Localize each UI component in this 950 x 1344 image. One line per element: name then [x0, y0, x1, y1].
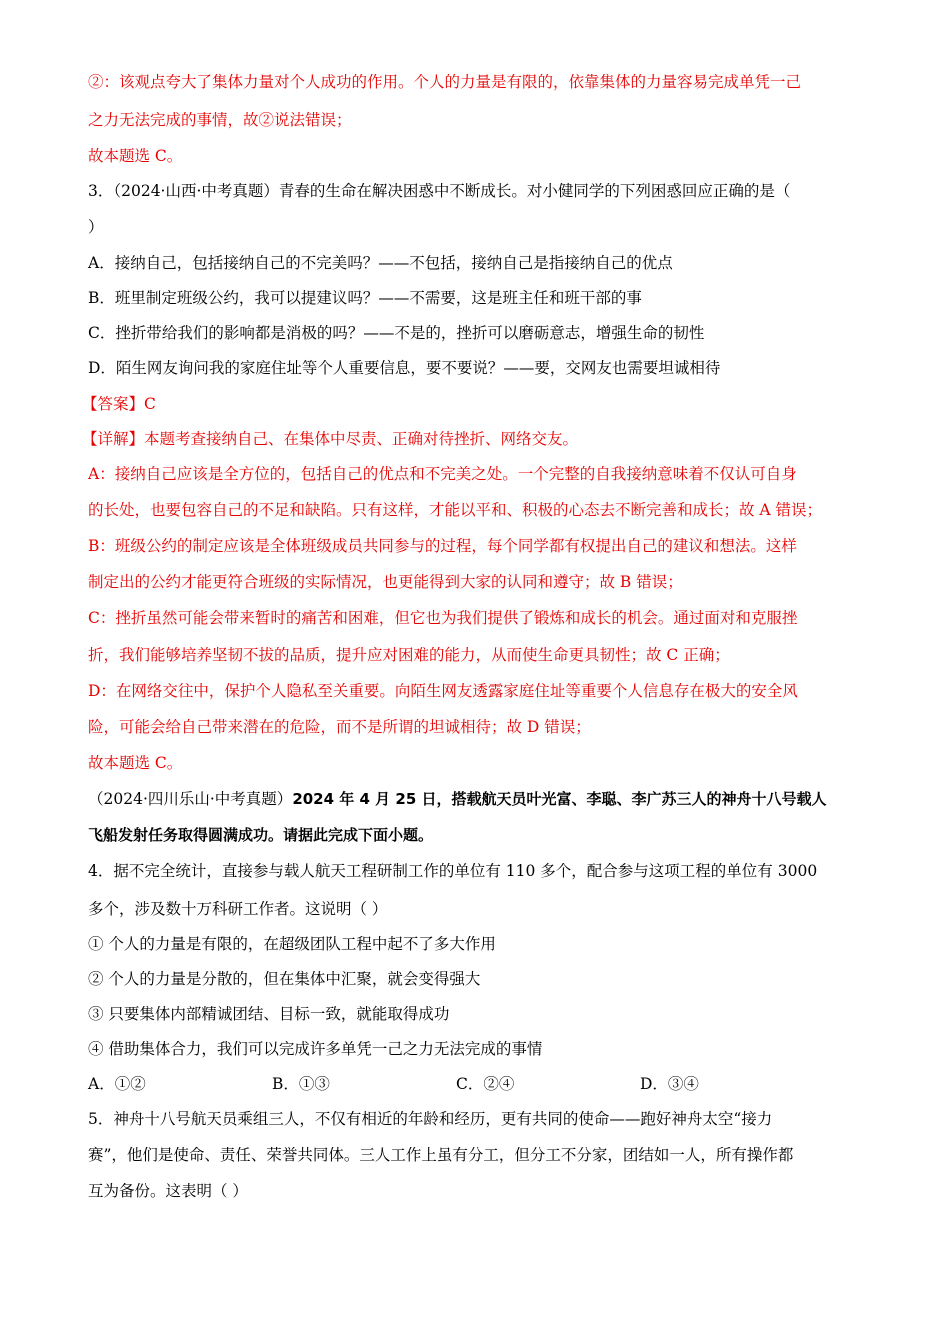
q3-option-d: D．陌生网友询问我的家庭住址等个人重要信息，要不要说？——要，交网友也需要坦诚相待: [88, 359, 721, 377]
group-intro-text: 2024 年 4 月 25 日，搭载航天员叶光富、李聪、李广苏三人的神舟十八号载人: [292, 790, 827, 808]
q4-option-c: C．②④: [456, 1075, 515, 1093]
q3-analysis-line: C：挫折虽然可能会带来暂时的痛苦和困难，但它也为我们提供了锻炼和成长的机会。通过面对和克服挫: [88, 609, 798, 627]
group-intro-cont: 飞船发射任务取得圆满成功。请据此完成下面小题。: [88, 826, 434, 844]
q3-detail: 【详解】本题考查接纳自己、在集体中尽责、正确对待挫折、网络交友。: [82, 430, 579, 448]
q3-stem: 3．（2024·山西·中考真题）青春的生命在解决困惑中不断成长。对小健同学的下列困惑回应正确的是（: [88, 182, 791, 200]
q4-stem: 4．据不完全统计，直接参与载人航天工程研制工作的单位有 110 多个，配合参与这项工程的单位有 3000: [88, 862, 818, 880]
q4-option-a: A．①②: [88, 1075, 146, 1093]
q4-item-2: ② 个人的力量是分散的，但在集体中汇聚，就会变得强大: [88, 970, 481, 988]
q5-stem-cont: 互为备份。这表明（ ）: [88, 1182, 248, 1200]
group-source: （2024·四川乐山·中考真题）: [88, 790, 293, 808]
q4-option-d: D．③④: [640, 1075, 699, 1093]
q3-analysis-line: 的长处，也要包容自己的不足和缺陷。只有这样，才能以平和、积极的心态去不断完善和成长；故 A 错误；: [88, 501, 823, 519]
q4-option-b: B．①③: [272, 1075, 330, 1093]
q3-analysis-line: B：班级公约的制定应该是全体班级成员共同参与的过程，每个同学都有权提出自己的建议和想法。这样: [88, 537, 797, 555]
group-intro: [88, 787, 827, 811]
prev-explanation-line: ②：该观点夸大了集体力量对个人成功的作用。个人的力量是有限的，依靠集体的力量容易完成单凭一己: [88, 73, 802, 91]
q4-options: [88, 1072, 824, 1096]
q3-analysis-line: 折，我们能够培养坚韧不拔的品质，提升应对困难的能力，从而使生命更具韧性；故 C 正确；: [88, 646, 730, 664]
prev-explanation-line: 之力无法完成的事情，故②说法错误；: [88, 111, 352, 129]
q5-stem-cont: 赛”，他们是使命、责任、荣誉共同体。三人工作上虽有分工，但分工不分家，团结如一人，所有操作都: [88, 1146, 794, 1164]
q4-item-3: ③ 只要集体内部精诚团结、目标一致，就能取得成功: [88, 1005, 450, 1023]
q3-analysis-line: A：接纳自己应该是全方位的，包括自己的优点和不完美之处。一个完整的自我接纳意味着不仅认可自身: [88, 465, 797, 483]
q3-option-b: B．班里制定班级公约，我可以提建议吗？——不需要，这是班主任和班干部的事: [88, 289, 642, 307]
q3-analysis-line: 险，可能会给自己带来潜在的危险，而不是所谓的坦诚相待；故 D 错误；: [88, 718, 591, 736]
q3-stem-cont: ）: [88, 218, 104, 236]
prev-conclusion: 故本题选 C。: [88, 147, 183, 165]
q4-stem-cont: 多个，涉及数十万科研工作者。这说明（ ）: [88, 900, 388, 918]
q3-answer: 【答案】C: [82, 395, 156, 413]
q3-option-c: C．挫折带给我们的影响都是消极的吗？——不是的，挫折可以磨砺意志，增强生命的韧性: [88, 324, 705, 342]
q5-stem: 5．神舟十八号航天员乘组三人，不仅有相近的年龄和经历，更有共同的使命——跑好神舟太空“接力: [88, 1110, 773, 1128]
q3-conclusion: 故本题选 C。: [88, 754, 183, 772]
q3-option-a: A．接纳自己，包括接纳自己的不完美吗？——不包括，接纳自己是指接纳自己的优点: [88, 254, 673, 272]
q4-item-4: ④ 借助集体合力，我们可以完成许多单凭一己之力无法完成的事情: [88, 1040, 543, 1058]
q3-analysis-line: D：在网络交往中，保护个人隐私至关重要。向陌生网友透露家庭住址等重要个人信息存在极大的安全风: [88, 682, 798, 700]
q4-item-1: ① 个人的力量是有限的，在超级团队工程中起不了多大作用: [88, 935, 496, 953]
q3-analysis-line: 制定出的公约才能更符合班级的实际情况，也更能得到大家的认同和遵守；故 B 错误；: [88, 573, 683, 591]
